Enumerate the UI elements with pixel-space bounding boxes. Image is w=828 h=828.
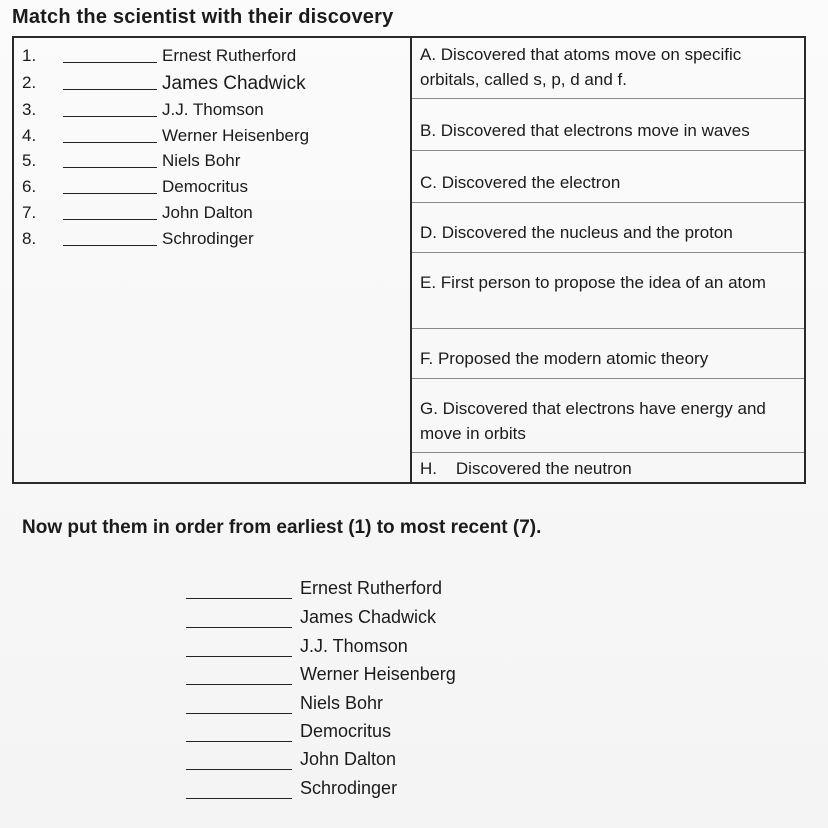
order-instructions: Now put them in order from earliest (1) to most recent (7). (22, 517, 542, 538)
order-scientist-name: Niels Bohr (300, 693, 384, 713)
discovery-item-b: B. Discovered that electrons move in waves (420, 121, 750, 140)
answer-blank[interactable] (63, 167, 157, 168)
answer-blank[interactable] (63, 245, 157, 246)
order-blank[interactable] (186, 684, 292, 685)
row-divider (412, 328, 804, 329)
order-blank[interactable] (186, 741, 292, 742)
scientist-number: 8. (22, 229, 37, 248)
scientist-name: James Chadwick (162, 73, 306, 94)
order-blank[interactable] (186, 769, 292, 770)
scientist-column (14, 38, 410, 482)
order-row (186, 634, 586, 662)
page-title: Match the scientist with their discovery (12, 6, 394, 28)
order-row (186, 747, 586, 775)
scientist-name: Werner Heisenberg (162, 126, 310, 145)
discovery-item-f: F. Proposed the modern atomic theory (420, 349, 709, 368)
scientist-number: 7. (22, 203, 37, 222)
order-blank[interactable] (186, 656, 292, 657)
row-divider (412, 252, 804, 253)
order-scientist-name: Schrodinger (300, 778, 398, 798)
discovery-item-d: D. Discovered the nucleus and the proton (420, 223, 733, 242)
scientist-name: John Dalton (162, 203, 253, 222)
order-row (186, 662, 586, 690)
row-divider (412, 150, 804, 151)
answer-blank[interactable] (63, 89, 157, 90)
discovery-item-e: E. First person to propose the idea of an atom (420, 273, 766, 292)
order-blank[interactable] (186, 798, 292, 799)
answer-blank[interactable] (63, 142, 157, 143)
discovery-column (412, 38, 804, 482)
discovery-item-h: H. Discovered the neutron (420, 459, 632, 478)
scientist-number: 5. (22, 151, 37, 170)
scientist-number: 2. (22, 73, 37, 92)
discovery-item-c: C. Discovered the electron (420, 173, 621, 192)
scientist-name: Ernest Rutherford (162, 46, 297, 65)
order-blank[interactable] (186, 713, 292, 714)
row-divider (412, 378, 804, 379)
scientist-row (14, 175, 410, 199)
answer-blank[interactable] (63, 193, 157, 194)
order-row (186, 719, 586, 747)
order-scientist-name: John Dalton (300, 749, 397, 769)
discovery-item-a: A. Discovered that atoms move on specific orbitals, called s, p, d and f. (420, 45, 742, 89)
order-row (186, 691, 586, 719)
scientist-row (14, 227, 410, 251)
scientist-name: Democritus (162, 177, 248, 196)
row-divider (412, 202, 804, 203)
order-scientist-name: James Chadwick (300, 607, 437, 627)
order-scientist-name: J.J. Thomson (300, 636, 408, 656)
order-row (186, 605, 586, 633)
order-blank[interactable] (186, 598, 292, 599)
matching-table (12, 36, 806, 484)
scientist-row (14, 71, 410, 95)
order-scientist-name: Ernest Rutherford (300, 578, 443, 598)
scientist-number: 3. (22, 100, 37, 119)
scientist-row (14, 149, 410, 173)
scientist-number: 6. (22, 177, 37, 196)
scientist-row (14, 98, 410, 122)
order-row (186, 776, 586, 804)
scientist-row (14, 201, 410, 225)
order-row (186, 576, 586, 604)
order-scientist-name: Democritus (300, 721, 392, 741)
row-divider (412, 452, 804, 453)
order-scientist-name: Werner Heisenberg (300, 664, 456, 684)
scientist-row (14, 124, 410, 148)
discovery-item-g: G. Discovered that electrons have energy and move in orbits (420, 399, 766, 443)
scientist-number: 1. (22, 46, 37, 65)
answer-blank[interactable] (63, 219, 157, 220)
scientist-number: 4. (22, 126, 37, 145)
answer-blank[interactable] (63, 116, 157, 117)
scientist-name: Schrodinger (162, 229, 254, 248)
scientist-row (14, 44, 410, 68)
scientist-name: Niels Bohr (162, 151, 241, 170)
row-divider (412, 98, 804, 99)
scientist-name: J.J. Thomson (162, 100, 264, 119)
answer-blank[interactable] (63, 62, 157, 63)
order-blank[interactable] (186, 627, 292, 628)
